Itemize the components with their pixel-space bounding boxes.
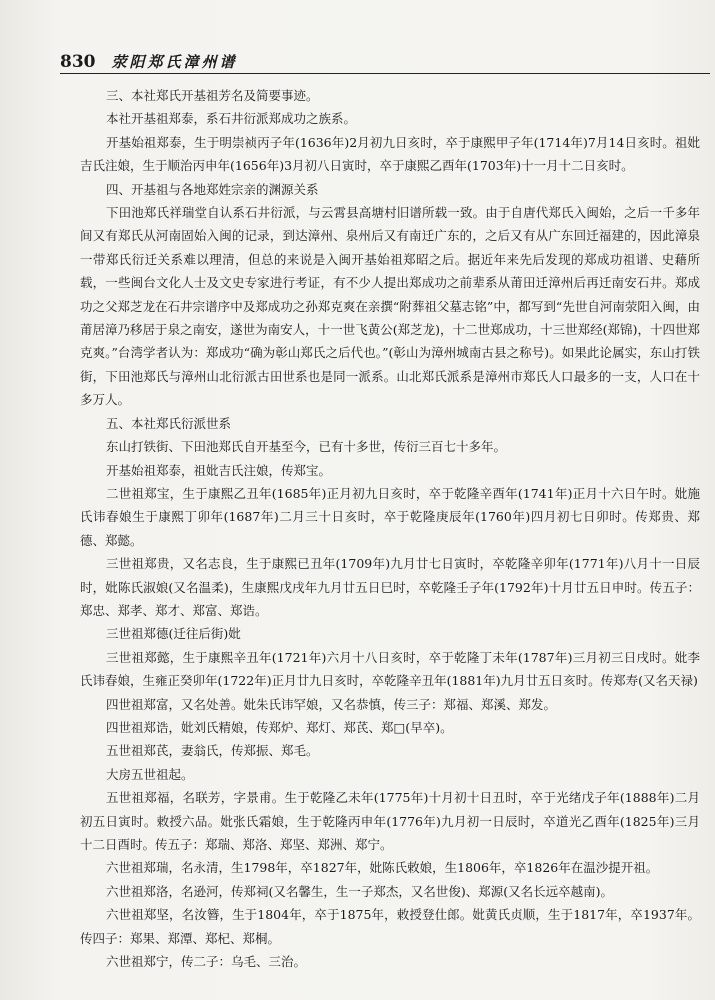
paragraph: 东山打铁街、下田池郑氏自开基至今，已有十多世，传衍三百七十多年。	[106, 439, 507, 455]
genealogy-entry: 六世祖郑洛，名逊河，传郑祠(又名馨生，生一子郑杰，又名世俊)、郑源(又名长远卒越南)。	[106, 883, 614, 899]
genealogy-entry: 四世祖郑诰，妣刘氏精娘，传郑炉、郑灯、郑芪、郑□(早卒)。	[106, 719, 453, 735]
genealogy-entry: 二世祖郑宝，生于康熙乙丑年(1685年)正月初九日亥时，卒于乾隆辛酉年(1741年)正月十六日午时。妣施氏讳春娘生于康熙丁卯年(1687年)二月三十日亥时，卒于乾隆庚辰年(1760年)四月初七日卯时。传郑贵、郑德、郑懿。	[80, 485, 700, 548]
genealogy-entry: 大房五世祖起。	[106, 766, 194, 782]
paragraph: 本社开基祖郑泰，系石井衍派郑成功之族系。	[106, 111, 357, 127]
genealogy-entry: 六世祖郑瑞，名永清，生1798年，卒1827年，妣陈氏敕娘，生1806年，卒1826年在温沙提开祖。	[106, 860, 659, 876]
genealogy-entry: 三世祖郑德(迁往后街)妣	[106, 626, 241, 642]
genealogy-entry: 六世祖郑宁，传二子：乌毛、三治。	[106, 954, 307, 970]
section-heading-3: 三、本社郑氏开基祖芳名及简要事迹。	[106, 88, 319, 103]
page-header	[60, 46, 700, 72]
paragraph: 下田池郑氏祥瑞堂自认系石井衍派，与云霄县高塘村旧谱所载一致。由于自唐代郑氏入闽始，之后一千多年间又有郑氏从河南固始入闽的记录，到达漳州、泉州后又有南迁广东的，之后又有从广东回迁福建的，因此漳泉一带郑氏衍迁关系难以理清，但总的来说是入闽开基始祖郑昭之后。据近年来先后发现的郑成功祖谱、史藉所载，一些闽台文化人士及文史专家进行考证，有不少人提出郑成功之前辈系从莆田迁漳州后再迁南安石井。郑成功之父郑芝龙在石井宗谱序中及郑成功之孙郑克爽在亲撰“附葬祖父墓志铭”中，都写到“先世自河南荥阳入闽，由莆居漳乃移居于泉之南安，遂世为南安人，十一世飞黄公(郑芝龙)，十二世郑成功，十三世郑经(郑锦)，十四世郑克爽。”台湾学者认为：郑成功“确为彰山郑氏之后代也。”(彰山为漳州城南古县之称号)。如果此论属实，东山打铁街，下田池郑氏与漳州山北衍派古田世系也是同一派系。山北郑氏派系是漳州市郑氏人口最多的一支，人口在十多万人。	[80, 205, 700, 408]
section-heading-4: 四、开基祖与各地郑姓宗亲的渊源关系	[106, 181, 319, 197]
genealogy-entry: 五世祖郑福，名联芳，字景甫。生于乾隆乙未年(1775年)十月初十日丑时，卒于光绪戊子年(1888年)二月初五日寅时。敕授六品。妣张氏霜娘，生于乾隆丙申年(1776年)九月初一日辰时，卒道光乙酉年(1825年)三月十二日酉时。传五子：郑瑞、郑洛、郑坚、郑洲、郑宁。	[80, 790, 700, 852]
genealogy-entry: 三世祖郑贵，又名志良，生于康熙已丑年(1709年)九月廿七日寅时，卒乾隆辛卯年(1771年)八月十一日辰时，妣陈氏淑娘(又名温柔)，生康熙戊戌年九月廿五日巳时，卒乾隆壬子年(1792年)十月廿五日申时。传五子：郑忠、郑孝、郑才、郑富、郑诰。	[80, 556, 700, 618]
genealogy-entry: 六世祖郑坚，名汝簪，生于1804年，卒于1875年，敕授登仕郎。妣黄氏贞顺，生于1817年，卒1937年。传四子：郑果、郑潭、郑杞、郑桐。	[80, 907, 700, 946]
header-rule	[60, 73, 710, 74]
paragraph: 开基始祖郑泰，祖妣吉氏注娘，传郑宝。	[106, 462, 332, 478]
genealogy-entry: 五世祖郑芪，妻翁氏，传郑振、郑毛。	[106, 743, 319, 759]
genealogy-entry: 四世祖郑富，又名处善。妣朱氏讳罕娘，又名恭慎，传三子：郑福、郑溪、郑发。	[106, 696, 557, 712]
paragraph: 开基始祖郑泰，生于明崇祯丙子年(1636年)2月初九日亥时，卒于康熙甲子年(1714年)7月14日亥时。祖妣吉氏注娘，生于顺治丙申年(1656年)3月初八日寅时，卒于康熙乙酉年(1703年)十一月十二日亥时。	[80, 134, 700, 174]
page-number: 830	[60, 52, 96, 72]
running-title: 荥阳郑氏漳州谱	[111, 53, 238, 71]
section-heading-5: 五、本社郑氏衍派世系	[106, 415, 232, 431]
body-text	[80, 84, 700, 973]
genealogy-entry: 三世祖郑懿，生于康熙辛丑年(1721年)六月十八日亥时，卒于乾隆丁未年(1787年)三月初三日戌时。妣李氏讳春娘，生雍正癸卯年(1722年)正月廿九日亥时，卒乾隆辛丑年(1881年)九月廿五日亥时。传郑寿(又名天禄)	[80, 649, 700, 689]
